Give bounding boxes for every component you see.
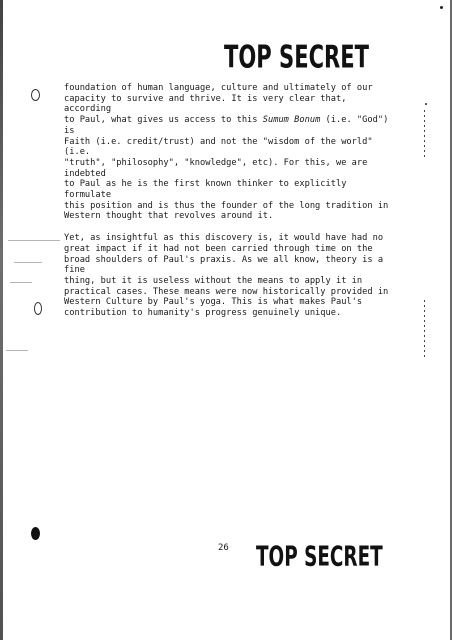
text-line: Western Culture by Paul's yoga. This is what makes Paul's bbox=[64, 297, 363, 308]
text-line: broad shoulders of Paul's praxis. As we all know, theory is a fine bbox=[64, 254, 384, 276]
text-line: Faith (i.e. credit/trust) and not the "wisdom of the world" (i.e. bbox=[64, 136, 373, 158]
punch-hole-mark bbox=[31, 89, 40, 101]
text-line: thing, but it is useless without the means to apply it in bbox=[64, 275, 363, 286]
emphasis-term: Sumum Bonum bbox=[262, 115, 321, 126]
scan-smudge bbox=[8, 240, 60, 241]
paragraph bbox=[64, 83, 394, 222]
text-line: capacity to survive and thrive. It is very clear that, according bbox=[64, 93, 347, 115]
punch-hole-mark bbox=[34, 302, 42, 315]
text-line: great impact if it had not been carried through time on the bbox=[64, 243, 373, 254]
paragraph bbox=[64, 233, 394, 319]
top-secret-stamp-footer: TOP SECRET bbox=[256, 541, 383, 573]
page-number: 26 bbox=[218, 543, 229, 553]
top-secret-stamp-header: TOP SECRET bbox=[224, 39, 370, 76]
text-line: foundation of human language, culture and ultimately of our bbox=[64, 83, 373, 93]
scan-dash-mark bbox=[424, 300, 425, 360]
text-line: contribution to humanity's progress genuinely unique. bbox=[64, 308, 342, 319]
text-line: practical cases. These means were now historically provided in bbox=[64, 286, 389, 297]
text-line: to Paul as he is the first known thinker to explicitly formulate bbox=[64, 179, 347, 201]
text-line: Yet, as insightful as this discovery is, it would have had no bbox=[64, 233, 384, 244]
scan-smudge bbox=[14, 262, 42, 263]
scan-dash-mark bbox=[424, 110, 425, 160]
scan-smudge bbox=[10, 282, 32, 283]
text-line: (i.e. "God") is bbox=[64, 115, 389, 136]
scan-speck bbox=[425, 103, 427, 105]
body-text bbox=[64, 83, 394, 330]
text-line: this position and is thus the founder of the long tradition in bbox=[64, 200, 389, 211]
text-line: to Paul, what gives us access to this bbox=[64, 115, 263, 126]
text-line: "truth", "philosophy", "knowledge", etc). For this, we are indebted bbox=[64, 157, 368, 179]
scan-speck bbox=[440, 6, 443, 9]
text-line: Western thought that revolves around it. bbox=[64, 211, 274, 222]
scan-smudge bbox=[6, 350, 28, 351]
punch-hole-mark bbox=[31, 527, 40, 540]
scan-edge-left bbox=[0, 0, 3, 640]
